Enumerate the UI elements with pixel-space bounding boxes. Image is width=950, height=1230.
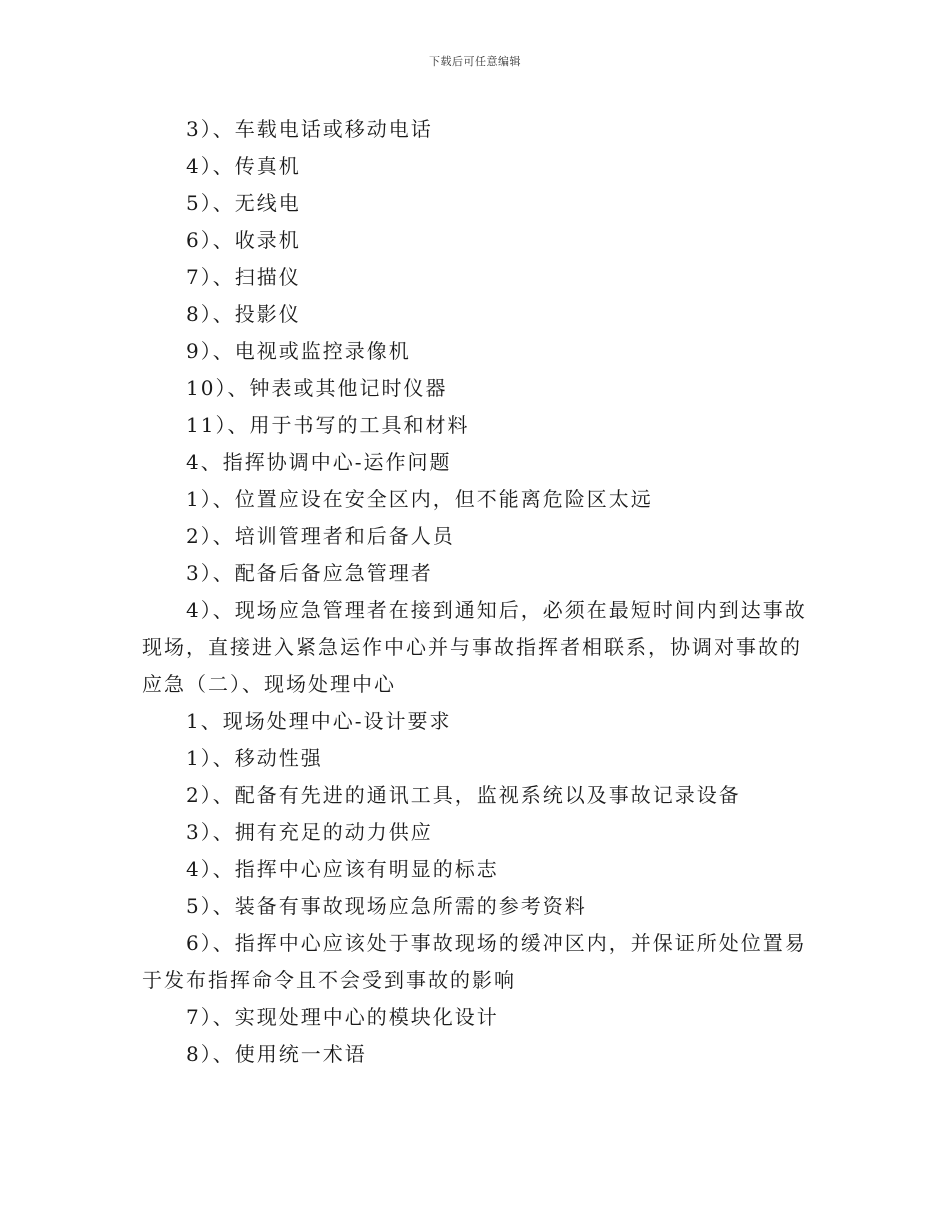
- list-item: 6）、收录机: [186, 228, 301, 252]
- paragraph: [142, 592, 812, 703]
- list-item: 7）、实现处理中心的模块化设计: [186, 1005, 499, 1029]
- list-item: 8）、投影仪: [186, 302, 301, 326]
- list-item: 5）、装备有事故现场应急所需的参考资料: [186, 894, 587, 918]
- list-item: 2）、培训管理者和后备人员: [186, 524, 455, 548]
- paragraph-line: 于发布指挥命令且不会受到事故的影响: [142, 968, 516, 992]
- section-heading: 1、现场处理中心-设计要求: [186, 709, 452, 733]
- paragraph-line: 现场，直接进入紧急运作中心并与事故指挥者相联系，协调对事故的: [142, 635, 802, 659]
- paragraph-line: 应急（二）、现场处理中心: [142, 672, 396, 696]
- paragraph: [142, 925, 812, 999]
- list-item: 3）、拥有充足的动力供应: [186, 820, 433, 844]
- paragraph-line: 6）、指挥中心应该处于事故现场的缓冲区内，并保证所处位置易: [186, 931, 807, 955]
- list-item: 1）、位置应设在安全区内，但不能离危险区太远: [186, 487, 653, 511]
- document-body: [142, 111, 812, 1073]
- list-item: 2）、配备有先进的通讯工具，监视系统以及事故记录设备: [186, 783, 741, 807]
- page-header: 下载后可任意编辑: [429, 55, 521, 68]
- list-item: 5）、无线电: [186, 191, 301, 215]
- list-item: 4）、传真机: [186, 154, 301, 178]
- list-item: 4）、指挥中心应该有明显的标志: [186, 857, 499, 881]
- list-item: 10）、钟表或其他记时仪器: [186, 376, 448, 400]
- list-item: 11）、用于书写的工具和材料: [186, 413, 470, 437]
- list-item: 9）、电视或监控录像机: [186, 339, 411, 363]
- list-item: 7）、扫描仪: [186, 265, 301, 289]
- list-item: 1）、移动性强: [186, 746, 323, 770]
- section-heading: 4、指挥协调中心-运作问题: [186, 450, 452, 474]
- paragraph-line: 4）、现场应急管理者在接到通知后，必须在最短时间内到达事故: [186, 598, 807, 622]
- list-item: 3）、车载电话或移动电话: [186, 117, 433, 141]
- list-item: 8）、使用统一术语: [186, 1042, 367, 1066]
- list-item: 3）、配备后备应急管理者: [186, 561, 433, 585]
